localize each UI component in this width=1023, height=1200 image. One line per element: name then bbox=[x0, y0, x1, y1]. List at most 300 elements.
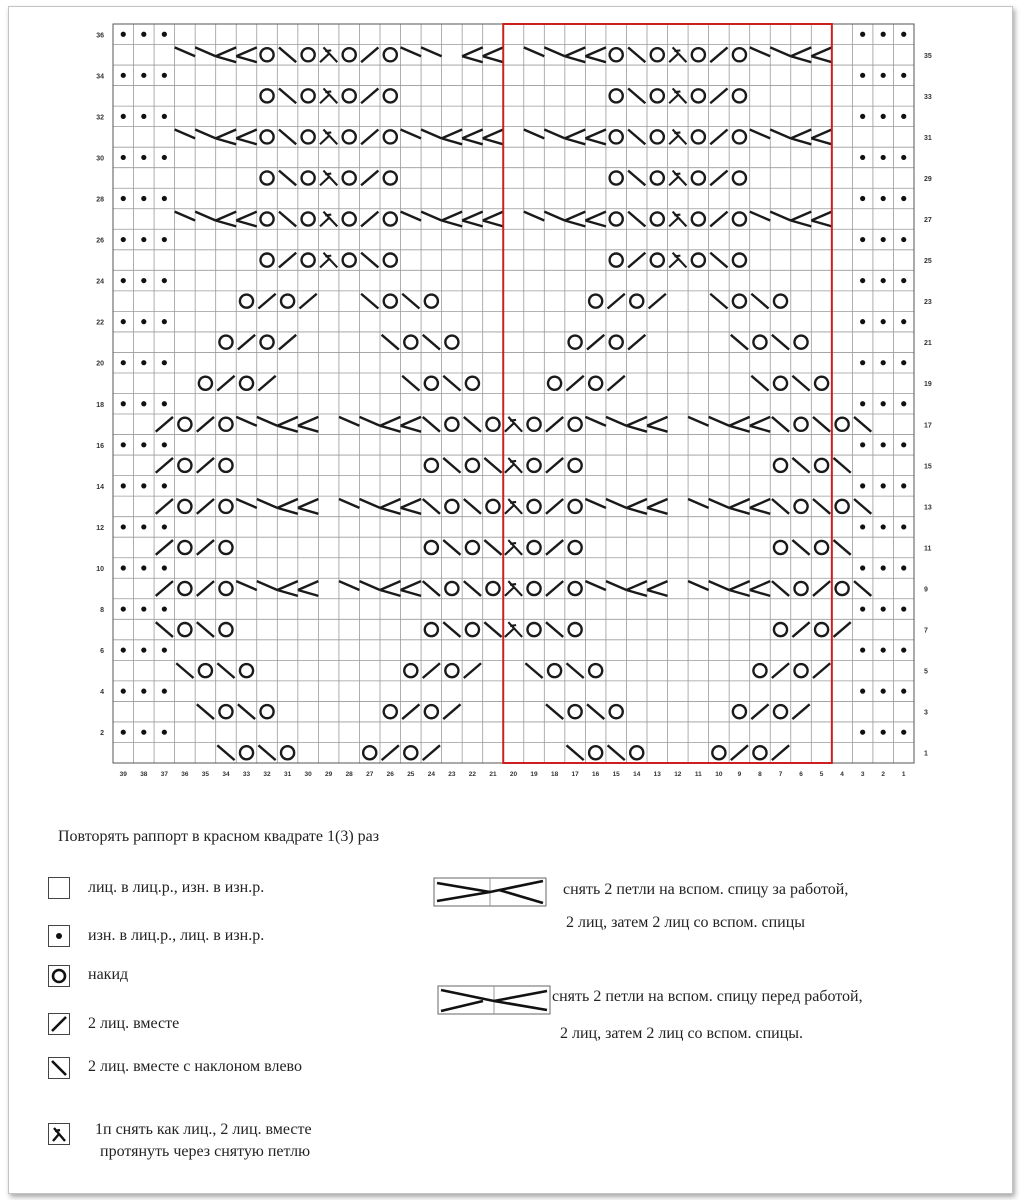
sk2p-mark bbox=[669, 212, 686, 227]
purl-dot bbox=[881, 114, 886, 119]
ssk-mark bbox=[197, 622, 214, 637]
ssk-mark bbox=[279, 130, 296, 145]
purl-dot bbox=[121, 730, 126, 735]
ssk-mark bbox=[792, 458, 809, 473]
purl-dot bbox=[162, 524, 167, 529]
cable-stroke-mark bbox=[277, 581, 298, 590]
sk2p-mark bbox=[320, 171, 337, 186]
cable-stroke-mark bbox=[791, 56, 812, 62]
purl-dot bbox=[141, 565, 146, 570]
purl-dot bbox=[860, 32, 865, 37]
cable-stroke-mark bbox=[626, 426, 647, 432]
column-number: 9 bbox=[737, 771, 742, 778]
yarn-over-mark bbox=[651, 171, 664, 184]
ssk-mark bbox=[279, 47, 296, 62]
purl-dot bbox=[121, 360, 126, 365]
yarn-over-mark bbox=[569, 336, 582, 349]
yarn-over-mark bbox=[651, 254, 664, 267]
purl-dot bbox=[162, 319, 167, 324]
cable-stroke-mark bbox=[811, 56, 832, 62]
cable-stroke-mark bbox=[647, 590, 668, 596]
cable-stroke-mark bbox=[401, 499, 422, 508]
cable-stroke-mark bbox=[729, 499, 750, 508]
yarn-over-mark bbox=[199, 664, 212, 677]
column-number: 6 bbox=[799, 771, 803, 778]
ssk-mark bbox=[443, 622, 460, 637]
row-number-left: 36 bbox=[96, 32, 104, 40]
row-number-left: 32 bbox=[96, 114, 104, 122]
cable-stroke-mark bbox=[298, 499, 319, 508]
cable-stroke-mark bbox=[277, 508, 298, 514]
cable-stroke-mark bbox=[483, 220, 504, 226]
purl-dot bbox=[162, 32, 167, 37]
yarn-over-mark bbox=[692, 89, 705, 102]
k2tog-mark bbox=[710, 130, 727, 145]
purl-dot bbox=[162, 114, 167, 119]
cable-stroke-mark bbox=[750, 426, 771, 432]
ssk-mark bbox=[464, 581, 481, 596]
cable-stroke-mark bbox=[565, 56, 586, 62]
ssk-mark bbox=[813, 417, 830, 432]
purl-dot bbox=[141, 237, 146, 242]
purl-dot bbox=[881, 196, 886, 201]
yarn-over-mark bbox=[569, 582, 582, 595]
cable-stroke-mark bbox=[585, 130, 606, 139]
purl-dot bbox=[141, 647, 146, 652]
yarn-over-mark bbox=[260, 48, 273, 61]
yarn-over-mark bbox=[219, 541, 232, 554]
cable-stroke-mark bbox=[709, 499, 730, 508]
column-number: 8 bbox=[758, 771, 762, 778]
cable-stroke-mark bbox=[380, 581, 401, 590]
cable-stroke-mark bbox=[298, 581, 319, 590]
yarn-over-mark bbox=[836, 582, 849, 595]
ssk-mark bbox=[443, 540, 460, 555]
yarn-over-mark bbox=[733, 212, 746, 225]
cable-stroke-mark bbox=[585, 47, 606, 56]
yarn-over-mark bbox=[445, 500, 458, 513]
yarn-over-mark bbox=[178, 418, 191, 431]
cable-stroke-mark bbox=[811, 220, 832, 226]
yarn-over-mark bbox=[589, 746, 602, 759]
yarn-over-mark bbox=[569, 623, 582, 636]
yarn-over-mark bbox=[589, 664, 602, 677]
ssk-mark bbox=[587, 704, 604, 719]
cable-stroke-mark bbox=[811, 138, 832, 144]
cable-stroke-mark bbox=[277, 417, 298, 426]
row-number-right: 33 bbox=[924, 93, 932, 101]
yarn-over-mark bbox=[692, 48, 705, 61]
purl-dot bbox=[141, 401, 146, 406]
row-number-left: 10 bbox=[96, 565, 104, 573]
cable-stroke-mark bbox=[298, 508, 319, 514]
yarn-over-mark bbox=[219, 336, 232, 349]
ssk-mark bbox=[402, 376, 419, 391]
ssk-mark bbox=[751, 376, 768, 391]
yarn-over-mark bbox=[404, 336, 417, 349]
ssk-mark bbox=[382, 335, 399, 350]
yarn-over-mark bbox=[527, 500, 540, 513]
purl-dot bbox=[121, 565, 126, 570]
k2tog-mark bbox=[238, 335, 255, 350]
cable-stroke-mark bbox=[483, 212, 504, 221]
cable-stroke-mark bbox=[298, 590, 319, 596]
row-number-right: 23 bbox=[924, 299, 932, 307]
k2tog-mark bbox=[772, 745, 789, 760]
yarn-over-mark bbox=[774, 623, 787, 636]
yarn-over-mark bbox=[630, 746, 643, 759]
yarn-over-mark bbox=[486, 582, 499, 595]
yarn-over-mark bbox=[445, 582, 458, 595]
purl-dot bbox=[121, 237, 126, 242]
ssk-mark bbox=[443, 458, 460, 473]
cable-stroke-mark bbox=[585, 138, 606, 144]
column-number: 1 bbox=[901, 771, 906, 778]
row-number-right: 31 bbox=[924, 134, 932, 142]
cable-stroke-mark bbox=[647, 417, 668, 426]
cable-stroke-mark bbox=[462, 56, 483, 62]
yarn-over-mark bbox=[733, 48, 746, 61]
ssk-mark bbox=[628, 212, 645, 227]
purl-dot bbox=[901, 155, 906, 160]
ssk-mark bbox=[710, 253, 727, 268]
sk2p-mark bbox=[669, 253, 686, 268]
column-number: 34 bbox=[222, 771, 230, 778]
sk2p-mark bbox=[669, 88, 686, 103]
column-number: 19 bbox=[530, 771, 538, 778]
cable-stroke-mark bbox=[483, 47, 504, 56]
yarn-over-mark bbox=[260, 705, 273, 718]
yarn-over-mark bbox=[384, 705, 397, 718]
purl-dot bbox=[901, 689, 906, 694]
cable-stroke-mark bbox=[791, 220, 812, 226]
row-number-left: 24 bbox=[96, 278, 104, 286]
ssk-mark bbox=[464, 417, 481, 432]
row-number-left: 8 bbox=[100, 607, 104, 615]
yarn-over-mark bbox=[260, 89, 273, 102]
row-number-right: 5 bbox=[924, 668, 928, 676]
purl-dot bbox=[162, 73, 167, 78]
yarn-over-mark bbox=[610, 89, 623, 102]
cable-stroke-mark bbox=[462, 220, 483, 226]
yarn-over-mark bbox=[445, 418, 458, 431]
yarn-over-mark bbox=[384, 212, 397, 225]
cable-stroke-mark bbox=[298, 426, 319, 432]
cable-stroke-mark bbox=[257, 581, 278, 590]
yarn-over-mark bbox=[527, 541, 540, 554]
column-number: 7 bbox=[778, 771, 783, 778]
legend-symbol-k2tog bbox=[48, 1013, 70, 1035]
row-number-left: 2 bbox=[100, 730, 104, 738]
yarn-over-mark bbox=[425, 459, 438, 472]
cable-stroke-mark bbox=[216, 47, 237, 56]
cable-stroke-mark bbox=[626, 499, 647, 508]
legend-symbol-sk2p bbox=[48, 1123, 70, 1145]
k2tog-mark bbox=[361, 47, 378, 62]
cable-stroke-mark bbox=[544, 47, 565, 56]
ssk-mark bbox=[484, 458, 501, 473]
cable-stroke-mark bbox=[380, 499, 401, 508]
k2tog-mark bbox=[710, 212, 727, 227]
yarn-over-mark bbox=[692, 254, 705, 267]
ssk-mark bbox=[792, 540, 809, 555]
row-number-right: 7 bbox=[924, 627, 928, 635]
purl-dot bbox=[901, 730, 906, 735]
cable-stroke-mark bbox=[565, 212, 586, 221]
ssk-mark bbox=[751, 294, 768, 309]
column-number: 24 bbox=[427, 771, 435, 778]
yarn-over-mark bbox=[363, 746, 376, 759]
yarn-over-mark bbox=[794, 664, 807, 677]
cable-stroke-mark bbox=[339, 417, 360, 426]
yarn-over-mark bbox=[815, 459, 828, 472]
legend-text-yarn-over: накид bbox=[88, 966, 129, 983]
cable-stroke-mark bbox=[339, 499, 360, 508]
cable-stroke-mark bbox=[257, 499, 278, 508]
yarn-over-mark bbox=[425, 541, 438, 554]
purl-dot bbox=[121, 278, 126, 283]
cable-stroke-mark bbox=[236, 47, 257, 56]
ssk-mark bbox=[361, 294, 378, 309]
purl-dot bbox=[121, 483, 126, 488]
purl-dot bbox=[901, 32, 906, 37]
cable-stroke-mark bbox=[462, 212, 483, 221]
cable-stroke-mark bbox=[647, 581, 668, 590]
yarn-over-mark bbox=[219, 705, 232, 718]
yarn-over-mark bbox=[794, 500, 807, 513]
cable-stroke-mark bbox=[606, 417, 627, 426]
cable-stroke-mark bbox=[626, 417, 647, 426]
cable-stroke-mark bbox=[401, 47, 422, 56]
cable-stroke-mark bbox=[359, 499, 380, 508]
column-number: 22 bbox=[468, 771, 477, 778]
cable-stroke-mark bbox=[544, 212, 565, 221]
row-number-left: 6 bbox=[100, 648, 104, 656]
sk2p-mark bbox=[505, 540, 522, 555]
column-number: 4 bbox=[840, 771, 844, 778]
yarn-over-mark bbox=[794, 418, 807, 431]
cable-stroke-mark bbox=[236, 499, 257, 508]
purl-dot bbox=[901, 237, 906, 242]
yarn-over-mark bbox=[733, 89, 746, 102]
row-number-left: 28 bbox=[96, 196, 104, 204]
purl-dot bbox=[860, 360, 865, 365]
purl-dot bbox=[881, 401, 886, 406]
k2tog-mark bbox=[402, 704, 419, 719]
yarn-over-mark bbox=[302, 254, 315, 267]
cable-stroke-mark bbox=[298, 417, 319, 426]
ssk-mark bbox=[484, 540, 501, 555]
legend-text-sk2p-line2: протянуть через снятую петлю bbox=[100, 1143, 311, 1160]
purl-dot bbox=[901, 114, 906, 119]
cable-stroke-mark bbox=[216, 220, 237, 226]
purl-dot bbox=[901, 360, 906, 365]
k2tog-mark bbox=[423, 745, 440, 760]
ssk-mark bbox=[217, 745, 234, 760]
cable-stroke-mark bbox=[216, 138, 237, 144]
cable-stroke-mark bbox=[688, 417, 709, 426]
cable-stroke-mark bbox=[380, 508, 401, 514]
column-number: 35 bbox=[201, 771, 210, 778]
purl-dot bbox=[141, 319, 146, 324]
row-number-right: 3 bbox=[924, 709, 928, 717]
cable-stroke-mark bbox=[626, 581, 647, 590]
ssk-mark bbox=[628, 47, 645, 62]
column-number: 33 bbox=[242, 771, 251, 778]
yarn-over-mark bbox=[343, 130, 356, 143]
purl-dot bbox=[881, 73, 886, 78]
column-number: 37 bbox=[160, 771, 168, 778]
cable-stroke-mark bbox=[709, 417, 730, 426]
column-number: 39 bbox=[119, 771, 127, 778]
repeat-instruction: Повторять раппорт в красном квадрате 1(3) раз bbox=[58, 828, 380, 845]
yarn-over-mark bbox=[733, 295, 746, 308]
cable-stroke-mark bbox=[442, 220, 463, 226]
cable-stroke-mark bbox=[750, 130, 771, 139]
cable-stroke-mark bbox=[380, 417, 401, 426]
cable-stroke-mark bbox=[647, 499, 668, 508]
yarn-over-mark bbox=[794, 582, 807, 595]
purl-dot bbox=[901, 196, 906, 201]
yarn-over-mark bbox=[240, 295, 253, 308]
purl-dot bbox=[121, 196, 126, 201]
yarn-over-mark bbox=[733, 130, 746, 143]
yarn-over-mark bbox=[302, 130, 315, 143]
ssk-mark bbox=[833, 540, 850, 555]
cable-stroke-mark bbox=[585, 220, 606, 226]
row-number-right: 35 bbox=[924, 52, 932, 60]
yarn-over-mark bbox=[651, 48, 664, 61]
yarn-over-mark bbox=[445, 336, 458, 349]
k2tog-mark bbox=[546, 581, 563, 596]
column-number: 28 bbox=[345, 771, 353, 778]
purl-dot bbox=[162, 730, 167, 735]
yarn-over-mark bbox=[240, 664, 253, 677]
sk2p-mark bbox=[505, 581, 522, 596]
cable-front-text-line2: 2 лиц, затем 2 лиц со вспом. спицы. bbox=[560, 1025, 804, 1042]
purl-dot bbox=[162, 606, 167, 611]
sk2p-mark bbox=[320, 253, 337, 268]
yarn-over-mark bbox=[466, 541, 479, 554]
cable-stroke-mark bbox=[811, 130, 832, 139]
cable-stroke-mark bbox=[811, 47, 832, 56]
yarn-over-mark bbox=[527, 418, 540, 431]
yarn-over-mark bbox=[548, 377, 561, 390]
purl-dot bbox=[121, 689, 126, 694]
purl-dot bbox=[860, 237, 865, 242]
column-number: 23 bbox=[448, 771, 456, 778]
yarn-over-mark bbox=[589, 295, 602, 308]
purl-dot bbox=[881, 442, 886, 447]
yarn-over-mark bbox=[281, 746, 294, 759]
purl-dot bbox=[141, 360, 146, 365]
cable-stroke-mark bbox=[585, 581, 606, 590]
column-number: 20 bbox=[509, 771, 518, 778]
purl-dot bbox=[121, 114, 126, 119]
k2tog-mark bbox=[608, 294, 625, 309]
row-number-right: 21 bbox=[924, 340, 932, 348]
ssk-mark bbox=[854, 581, 871, 596]
row-number-right: 15 bbox=[924, 463, 932, 471]
yarn-over-mark bbox=[486, 500, 499, 513]
cable-stroke-mark bbox=[195, 212, 216, 221]
column-number: 26 bbox=[386, 771, 394, 778]
yarn-over-mark bbox=[733, 705, 746, 718]
cable-stroke-mark bbox=[236, 417, 257, 426]
purl-dot bbox=[860, 319, 865, 324]
k2tog-mark bbox=[156, 540, 173, 555]
yarn-over-mark bbox=[260, 254, 273, 267]
column-number: 32 bbox=[263, 771, 271, 778]
yarn-over-mark bbox=[384, 295, 397, 308]
cable-stroke-mark bbox=[462, 47, 483, 56]
legend-symbol-yarn-over bbox=[48, 965, 70, 987]
yarn-over-mark bbox=[343, 212, 356, 225]
purl-dot bbox=[881, 730, 886, 735]
ssk-mark bbox=[423, 335, 440, 350]
cable-stroke-mark bbox=[729, 508, 750, 514]
cable-stroke-mark bbox=[750, 590, 771, 596]
chart-grid bbox=[113, 24, 914, 763]
yarn-over-mark bbox=[260, 336, 273, 349]
purl-dot bbox=[162, 401, 167, 406]
k2tog-mark bbox=[299, 294, 316, 309]
column-number: 2 bbox=[881, 771, 886, 778]
yarn-over-mark bbox=[569, 459, 582, 472]
purl-dot bbox=[901, 524, 906, 529]
purl-dot bbox=[162, 689, 167, 694]
k2tog-mark bbox=[710, 171, 727, 186]
cable-stroke-mark bbox=[729, 590, 750, 596]
yarn-over-mark bbox=[815, 377, 828, 390]
k2tog-mark bbox=[361, 130, 378, 145]
k2tog-mark bbox=[197, 417, 214, 432]
cable-stroke-mark bbox=[421, 130, 442, 139]
sk2p-mark bbox=[320, 47, 337, 62]
row-number-right: 1 bbox=[924, 750, 928, 758]
cable-stroke-mark bbox=[216, 56, 237, 62]
purl-dot bbox=[881, 360, 886, 365]
purl-dot bbox=[901, 73, 906, 78]
purl-dot bbox=[162, 237, 167, 242]
cable-stroke-mark bbox=[791, 130, 812, 139]
ssk-mark bbox=[731, 335, 748, 350]
ssk-mark bbox=[443, 376, 460, 391]
yarn-over-mark bbox=[178, 541, 191, 554]
cable-stroke-mark bbox=[236, 130, 257, 139]
k2tog-mark bbox=[772, 663, 789, 678]
k2tog-mark bbox=[731, 745, 748, 760]
yarn-over-mark bbox=[569, 705, 582, 718]
cable-stroke-mark bbox=[750, 212, 771, 221]
cable-stroke-mark bbox=[236, 581, 257, 590]
cable-stroke-mark bbox=[421, 47, 442, 56]
column-number: 13 bbox=[653, 771, 661, 778]
k2tog-mark bbox=[156, 581, 173, 596]
ssk-mark bbox=[484, 622, 501, 637]
yarn-over-mark bbox=[404, 746, 417, 759]
yarn-over-mark bbox=[281, 295, 294, 308]
legend-text-ssk: 2 лиц. вместе с наклоном влево bbox=[88, 1058, 302, 1075]
yarn-over-mark bbox=[178, 582, 191, 595]
yarn-over-mark bbox=[527, 623, 540, 636]
purl-dot bbox=[860, 483, 865, 488]
cable-stroke-mark bbox=[585, 417, 606, 426]
cable-stroke-mark bbox=[524, 130, 545, 139]
legend-symbol-dot bbox=[48, 925, 70, 947]
cable-stroke-mark bbox=[791, 47, 812, 56]
cable-stroke-mark bbox=[401, 212, 422, 221]
